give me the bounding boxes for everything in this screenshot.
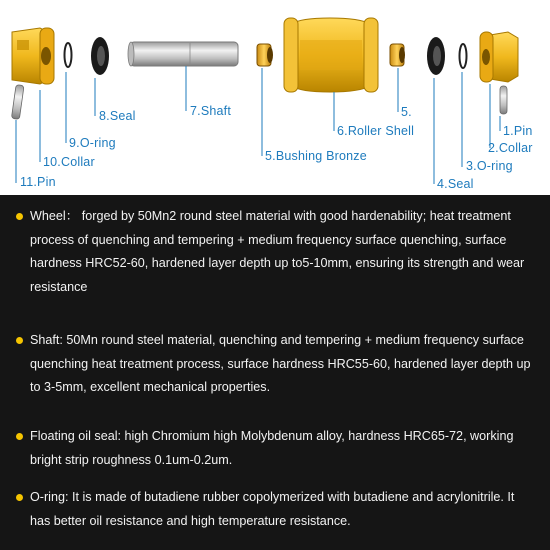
spec-shaft-text: Shaft: 50Mn round steel material, quenching and tempering + medium frequency surface quenching heat treatment process, surface hardness HRC55-60, hardened layer depth up to 3-5mm, excellent mechanical properties. — [30, 333, 531, 394]
bullet-icon — [16, 213, 23, 220]
shaft-part — [128, 42, 238, 66]
label-collar-left: 10.Collar — [43, 155, 95, 169]
bullet-icon — [16, 494, 23, 501]
roller-shell-part — [284, 18, 378, 92]
exploded-parts-diagram — [0, 0, 550, 195]
label-seal-left: 8.Seal — [99, 109, 136, 123]
spec-o-ring — [18, 486, 538, 533]
oring-right-part — [460, 44, 467, 68]
label-pin-left: 11.Pin — [20, 175, 56, 189]
bushing-left-part — [257, 44, 273, 66]
label-pin-right: 1.Pin — [503, 124, 533, 138]
specifications-panel — [0, 195, 550, 550]
label-number-5: 5. — [401, 105, 412, 119]
label-seal-right: 4.Seal — [437, 177, 474, 191]
label-roller-shell: 6.Roller Shell — [337, 124, 415, 138]
bushing-right-part — [390, 44, 405, 66]
spec-floating-oil-seal-text: Floating oil seal: high Chromium high Molybdenum alloy, hardness HRC65-72, working bright strip roughness 0.1um-0.2um. — [30, 429, 514, 467]
bullet-icon — [16, 337, 23, 344]
spec-wheel — [18, 205, 538, 299]
pin-right-part — [500, 86, 507, 114]
label-oring-left: 9.O-ring — [69, 136, 116, 150]
pin-left-part — [11, 85, 24, 120]
spec-wheel-text: Wheel： forged by 50Mn2 round steel material with good hardenability; heat treatment process of quenching and tempering + medium frequency surface quenching, surface hardness HRC52-60, hardened layer depth up to5-10mm, ensuring its strength and wear resistance — [30, 209, 525, 294]
label-oring-right: 3.O-ring — [466, 159, 513, 173]
spec-floating-oil-seal — [18, 425, 538, 472]
collar-right-part — [480, 32, 518, 82]
spec-shaft — [18, 329, 538, 400]
seal-right-part — [427, 37, 445, 75]
bullet-icon — [16, 433, 23, 440]
spec-o-ring-text: O-ring: It is made of butadiene rubber copolymerized with butadiene and acrylonitrile. It has better oil resistance and high temperature resistance. — [30, 490, 515, 528]
seal-left-part — [91, 37, 109, 75]
label-shaft: 7.Shaft — [190, 104, 232, 118]
oring-left-part — [65, 43, 72, 67]
label-bushing-bronze: 5.Bushing Bronze — [265, 149, 367, 163]
label-collar-right: 2.Collar — [488, 141, 533, 155]
collar-left-part — [12, 28, 54, 84]
